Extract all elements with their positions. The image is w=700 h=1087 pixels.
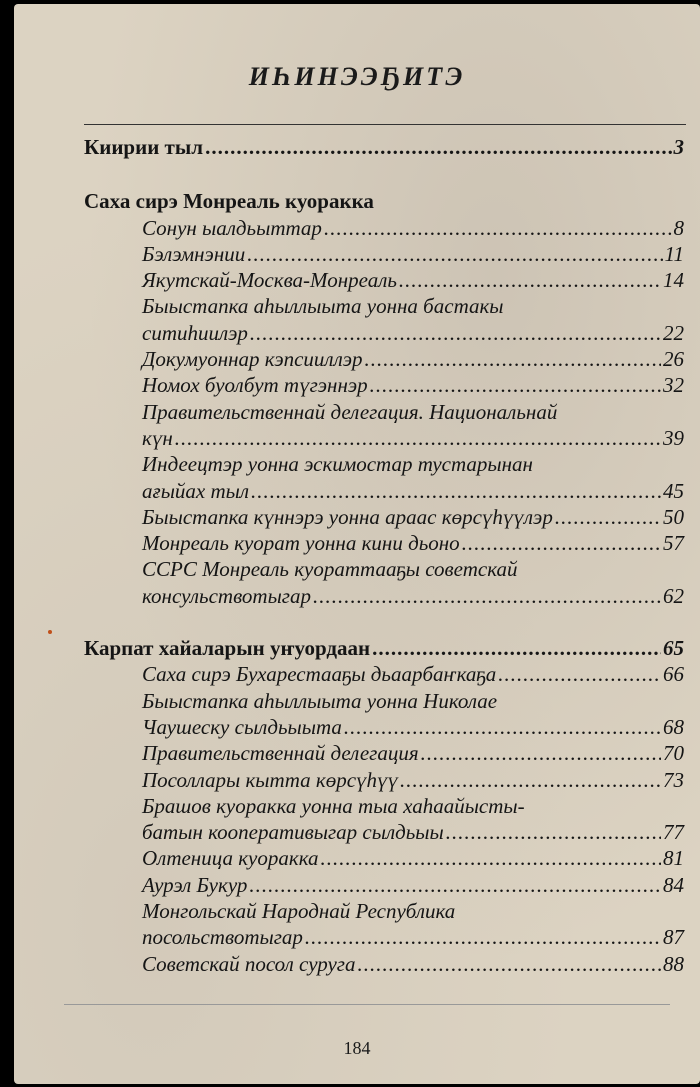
top-divider <box>84 124 686 125</box>
toc-entry-title-line: Брашов куоракка уонна тыа хаһаайысты- <box>142 793 525 818</box>
toc-entry-row <box>84 924 684 950</box>
toc-entry-row <box>84 661 684 687</box>
toc-entry-title: Олтеница куоракка <box>142 846 319 871</box>
toc-page-number: 87 <box>663 925 684 950</box>
dot-leader <box>365 346 662 372</box>
toc-entry-title-line: ССРС Монреаль куораттааҕы советскай <box>142 557 518 582</box>
toc-entry-title: ситиһиилэр <box>142 320 248 345</box>
toc-entry[interactable] <box>84 872 684 898</box>
toc-entry[interactable] <box>84 740 684 766</box>
toc-entry-row <box>84 845 684 871</box>
toc-entry-title-line: Быыстапка аһыллыыта уонна Николае <box>142 688 498 713</box>
page-number: 184 <box>343 1038 371 1058</box>
toc-entry-title: ағыйах тыл <box>142 478 250 503</box>
toc-entry-title-line: Быыстапка аһыллыыта уонна бастакы <box>142 294 504 319</box>
spacer <box>84 609 684 635</box>
table-of-contents <box>84 134 684 977</box>
toc-entry-title: Номох буолбут түгэннэр <box>142 373 368 398</box>
toc-entry-title: Карпат хайаларын уҥуордаан <box>84 636 371 661</box>
dot-leader <box>370 372 661 398</box>
toc-entry-title: консульствотыгар <box>142 583 311 608</box>
dot-leader <box>421 740 661 766</box>
toc-entry[interactable] <box>84 767 684 793</box>
toc-page-number: 32 <box>663 373 684 398</box>
toc-entry-row <box>84 714 684 740</box>
toc-page-number: 77 <box>663 820 684 845</box>
toc-page-number: 73 <box>663 767 684 792</box>
toc-page-number: 57 <box>663 531 684 556</box>
toc-entry-title: Саха сирэ Бухарестааҕы дьаарбаҥкаҕа <box>142 662 497 687</box>
toc-entry[interactable] <box>84 951 684 977</box>
toc-page-number: 39 <box>663 425 684 450</box>
toc-entry-row <box>84 346 684 372</box>
toc-entry[interactable] <box>84 293 684 346</box>
section-1-entries <box>84 215 684 609</box>
page-title: ИҺИНЭЭҔИТЭ <box>248 62 466 91</box>
dot-leader <box>344 714 661 740</box>
toc-page-number: 68 <box>663 714 684 739</box>
toc-entry[interactable] <box>84 346 684 372</box>
toc-entry-title: Быыстапка күннэрэ уонна араас көрсүһүүлэр <box>142 504 553 529</box>
toc-page-number: 50 <box>663 504 684 529</box>
toc-entry[interactable] <box>84 845 684 871</box>
toc-entry-section-2[interactable] <box>84 635 684 661</box>
toc-entry-title: Монреаль куорат уонна кини дьоно <box>142 531 460 556</box>
dot-leader <box>249 872 661 898</box>
dot-leader <box>446 819 661 845</box>
toc-entry[interactable] <box>84 688 684 741</box>
toc-entry-title: Сонун ыалдьыттар <box>142 215 322 240</box>
toc-entry-row <box>84 740 684 766</box>
toc-entry-title: Киирии тыл <box>84 135 204 159</box>
toc-entry[interactable] <box>84 793 684 846</box>
dot-leader <box>250 320 661 346</box>
toc-entry[interactable] <box>84 661 684 687</box>
toc-entry-title: Бэлэмнэнии <box>142 241 246 266</box>
toc-entry-row <box>84 872 684 898</box>
dot-leader <box>498 661 661 687</box>
dot-leader <box>321 845 661 871</box>
dot-leader <box>358 951 662 977</box>
toc-entry-row <box>84 241 684 267</box>
toc-entry-title-line: Монгольскай Народнай Республика <box>142 899 456 924</box>
toc-entry-row <box>84 819 684 845</box>
toc-entry-title: посольствотыгар <box>142 925 303 950</box>
toc-entry-row <box>84 583 684 609</box>
toc-entry-row <box>84 320 684 346</box>
toc-page-number: 65 <box>663 636 684 661</box>
section-heading: Саха сирэ Монреаль куоракка <box>84 189 374 214</box>
toc-entry-row <box>84 504 684 530</box>
toc-entry[interactable] <box>84 504 684 530</box>
toc-page-number: 11 <box>664 241 684 266</box>
dot-leader <box>305 924 661 950</box>
toc-page-number: 88 <box>663 951 684 976</box>
dot-leader <box>555 504 661 530</box>
toc-entry-title: батын кооперативыгар сылдьыы <box>142 820 444 845</box>
toc-page-number: 14 <box>663 268 684 293</box>
section-2-entries <box>84 661 684 977</box>
dot-leader <box>400 767 661 793</box>
toc-page-number: 8 <box>673 215 684 240</box>
toc-page-number: 84 <box>663 872 684 897</box>
toc-page-number: 66 <box>663 662 684 687</box>
bottom-divider <box>64 1004 670 1005</box>
toc-entry-row <box>84 372 684 398</box>
toc-entry-title-line: Индеецтэр уонна эскимостар тустарынан <box>142 452 533 477</box>
toc-page-number: 81 <box>663 846 684 871</box>
toc-entry-title: Аурэл Букур <box>142 872 248 897</box>
toc-entry-title: Посоллары кытта көрсүһүү <box>142 767 399 792</box>
toc-page-number: 22 <box>663 320 684 345</box>
toc-page-number: 26 <box>663 347 684 372</box>
dot-leader <box>324 215 672 241</box>
dot-leader <box>247 241 662 267</box>
dot-leader <box>462 530 661 556</box>
toc-entry-row <box>84 767 684 793</box>
toc-entry-row <box>84 951 684 977</box>
toc-entry-title-line: Правительственнай делегация. Национальнай <box>142 399 558 424</box>
dot-leader <box>399 267 661 293</box>
toc-entry[interactable] <box>84 241 684 267</box>
dot-leader <box>205 134 671 160</box>
toc-page-number: 62 <box>663 583 684 608</box>
toc-entry[interactable] <box>84 898 684 951</box>
toc-page-number: 45 <box>663 478 684 503</box>
toc-entry[interactable] <box>84 530 684 556</box>
toc-page-number: 70 <box>663 741 684 766</box>
toc-entry[interactable] <box>84 372 684 398</box>
toc-entry-title: Советскай посол суруга <box>142 951 356 976</box>
toc-entry-row <box>84 267 684 293</box>
toc-entry-row <box>84 425 684 451</box>
toc-entry[interactable] <box>84 215 684 241</box>
toc-entry-intro[interactable] <box>84 134 684 160</box>
toc-entry-title: Правительственнай делегация <box>142 741 419 766</box>
ink-mark <box>48 630 52 634</box>
spacer <box>84 160 684 188</box>
toc-entry-title: Чаушеску сылдьыыта <box>142 714 342 739</box>
toc-entry[interactable] <box>84 399 684 452</box>
dot-leader <box>175 425 661 451</box>
toc-entry-row <box>84 215 684 241</box>
toc-entry-title: Докумуоннар кэпсииллэр <box>142 347 363 372</box>
toc-entry[interactable] <box>84 451 684 504</box>
toc-entry[interactable] <box>84 556 684 609</box>
dot-leader <box>251 478 661 504</box>
toc-entry-title: күн <box>142 425 173 450</box>
toc-entry-row <box>84 478 684 504</box>
dot-leader <box>313 583 661 609</box>
toc-entry-row <box>84 530 684 556</box>
dot-leader <box>372 635 661 661</box>
toc-page-number: 3 <box>673 135 684 159</box>
book-page <box>14 4 700 1084</box>
toc-entry[interactable] <box>84 267 684 293</box>
toc-entry-title: Якутскай-Москва-Монреаль <box>142 268 397 293</box>
